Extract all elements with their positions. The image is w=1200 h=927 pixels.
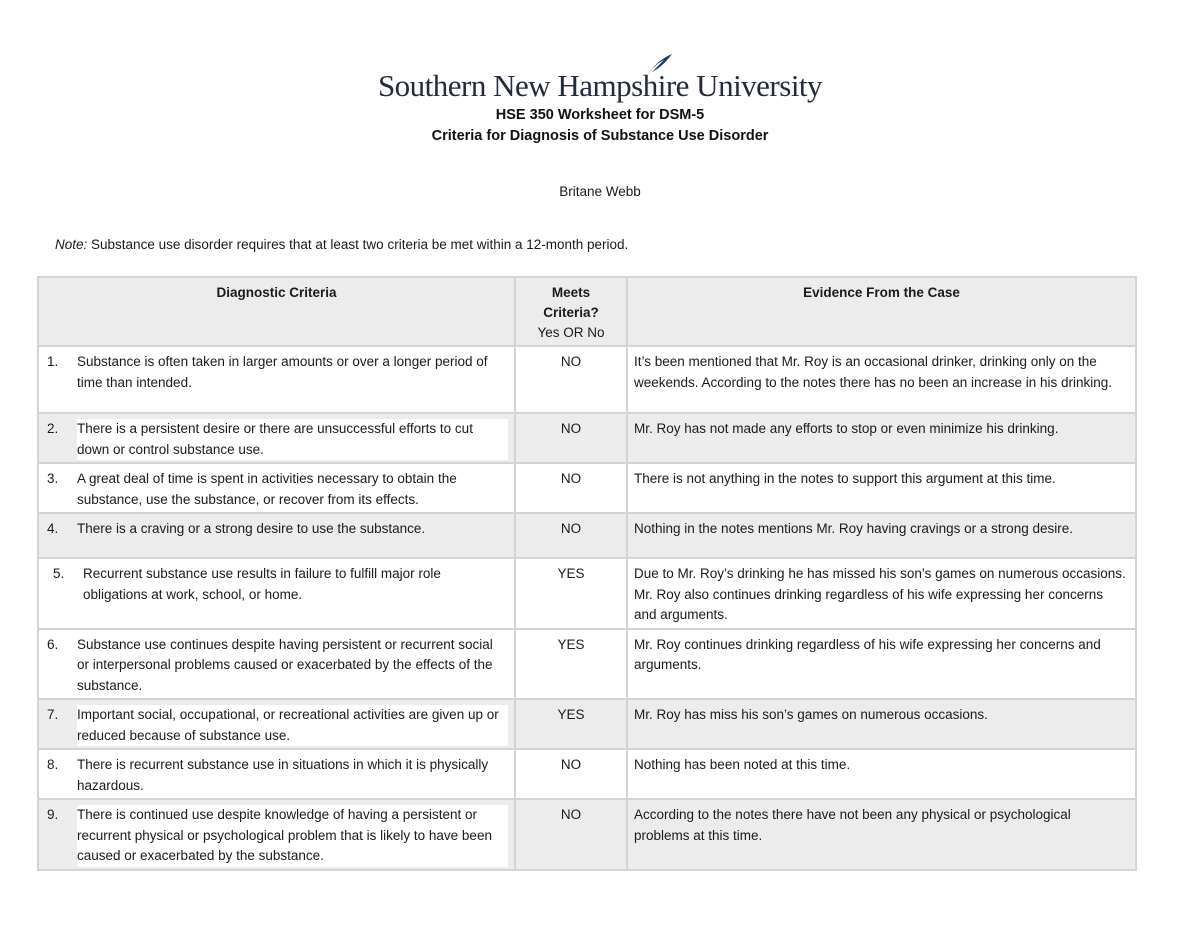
criterion-text: There is a persistent desire or there are unsuccessful efforts to cut down or control substance use.	[77, 419, 508, 460]
evidence-text: According to the notes there have not been any physical or psychological problems at this time.	[627, 799, 1136, 870]
criterion-number: 8.	[47, 757, 59, 772]
table-row	[38, 799, 1136, 870]
header-meets-criteria	[515, 277, 627, 346]
criterion-text: Substance is often taken in larger amounts or over a longer period of time than intended.	[77, 354, 488, 390]
criterion-number: 4.	[47, 521, 59, 536]
meets-value: YES	[515, 629, 627, 700]
meets-value: YES	[515, 558, 627, 629]
criterion-text: Substance use continues despite having persistent or recurrent social or interpersonal problems caused or exacerbated by the effects of the substance.	[77, 636, 493, 693]
criterion-number: 2.	[47, 421, 59, 436]
evidence-text: Mr. Roy has not made any efforts to stop or even minimize his drinking.	[627, 413, 1136, 463]
note-text: Substance use disorder requires that at least two criteria be met within a 12-month period.	[87, 237, 629, 252]
meets-value: NO	[515, 799, 627, 870]
meets-value: NO	[515, 463, 627, 513]
note	[55, 237, 628, 252]
table-row	[38, 463, 1136, 513]
meets-value: NO	[515, 346, 627, 413]
criterion-text: There is a craving or a strong desire to use the substance.	[77, 521, 426, 536]
criterion-number: 1.	[47, 354, 59, 369]
criterion-number: 5.	[53, 566, 65, 581]
table-header-row	[38, 277, 1136, 346]
evidence-text: Nothing has been noted at this time.	[627, 749, 1136, 799]
criterion-text: Recurrent substance use results in failure to fulfill major role obligations at work, school, or home.	[83, 566, 441, 602]
university-logo	[0, 52, 1200, 102]
evidence-text: Nothing in the notes mentions Mr. Roy having cravings or a strong desire.	[627, 513, 1136, 558]
header-meets-line2: Criteria?	[543, 305, 599, 320]
logo-wordmark: Southern New Hampshire University	[377, 68, 823, 103]
criterion-text: Important social, occupational, or recreational activities are given up or reduced because of substance use.	[77, 705, 508, 746]
table-row	[38, 413, 1136, 463]
author-name: Britane Webb	[559, 184, 641, 199]
table-row	[38, 558, 1136, 629]
criterion-text: There is recurrent substance use in situations in which it is physically hazardous.	[77, 757, 489, 793]
criterion-number: 7.	[47, 707, 59, 722]
criterion-text: There is continued use despite knowledge of having a persistent or recurrent physical or psychological problem that is likely to have been caused or exacerbated by the substance.	[77, 805, 508, 867]
meets-value: NO	[515, 513, 627, 558]
criterion-number: 6.	[47, 636, 59, 652]
evidence-text: It’s been mentioned that Mr. Roy is an occasional drinker, drinking only on the weekends. According to the notes there has no been an increase in his drinking.	[627, 346, 1136, 413]
table-row	[38, 749, 1136, 799]
evidence-text: Mr. Roy has miss his son’s games on numerous occasions.	[627, 699, 1136, 749]
header-meets-line3: Yes OR No	[537, 325, 605, 340]
table-row	[38, 346, 1136, 413]
criterion-number: 3.	[47, 471, 59, 486]
meets-value: NO	[515, 749, 627, 799]
header-diagnostic-criteria: Diagnostic Criteria	[38, 277, 515, 346]
criterion-number: 9.	[47, 807, 59, 822]
table-row	[38, 513, 1136, 558]
evidence-text: Due to Mr. Roy’s drinking he has missed his son’s games on numerous occasions. Mr. Roy also continues drinking regardless of his wife expressing her concerns and arguments.	[627, 558, 1136, 629]
evidence-text: Mr. Roy continues drinking regardless of his wife expressing her concerns and arguments.	[627, 629, 1136, 700]
meets-value: NO	[515, 413, 627, 463]
table-row	[38, 629, 1136, 700]
table-row	[38, 699, 1136, 749]
worksheet-title: HSE 350 Worksheet for DSM-5	[495, 107, 705, 123]
note-label: Note:	[55, 237, 88, 252]
evidence-text: There is not anything in the notes to support this argument at this time.	[627, 463, 1136, 513]
worksheet-subtitle: Criteria for Diagnosis of Substance Use Disorder	[431, 128, 769, 144]
header-evidence: Evidence From the Case	[627, 277, 1136, 346]
criterion-text: A great deal of time is spent in activities necessary to obtain the substance, use the substance, or recover from its effects.	[77, 471, 457, 507]
quill-icon	[640, 52, 674, 82]
header-meets-line1: Meets	[551, 285, 591, 300]
meets-value: YES	[515, 699, 627, 749]
criteria-table	[37, 276, 1137, 871]
